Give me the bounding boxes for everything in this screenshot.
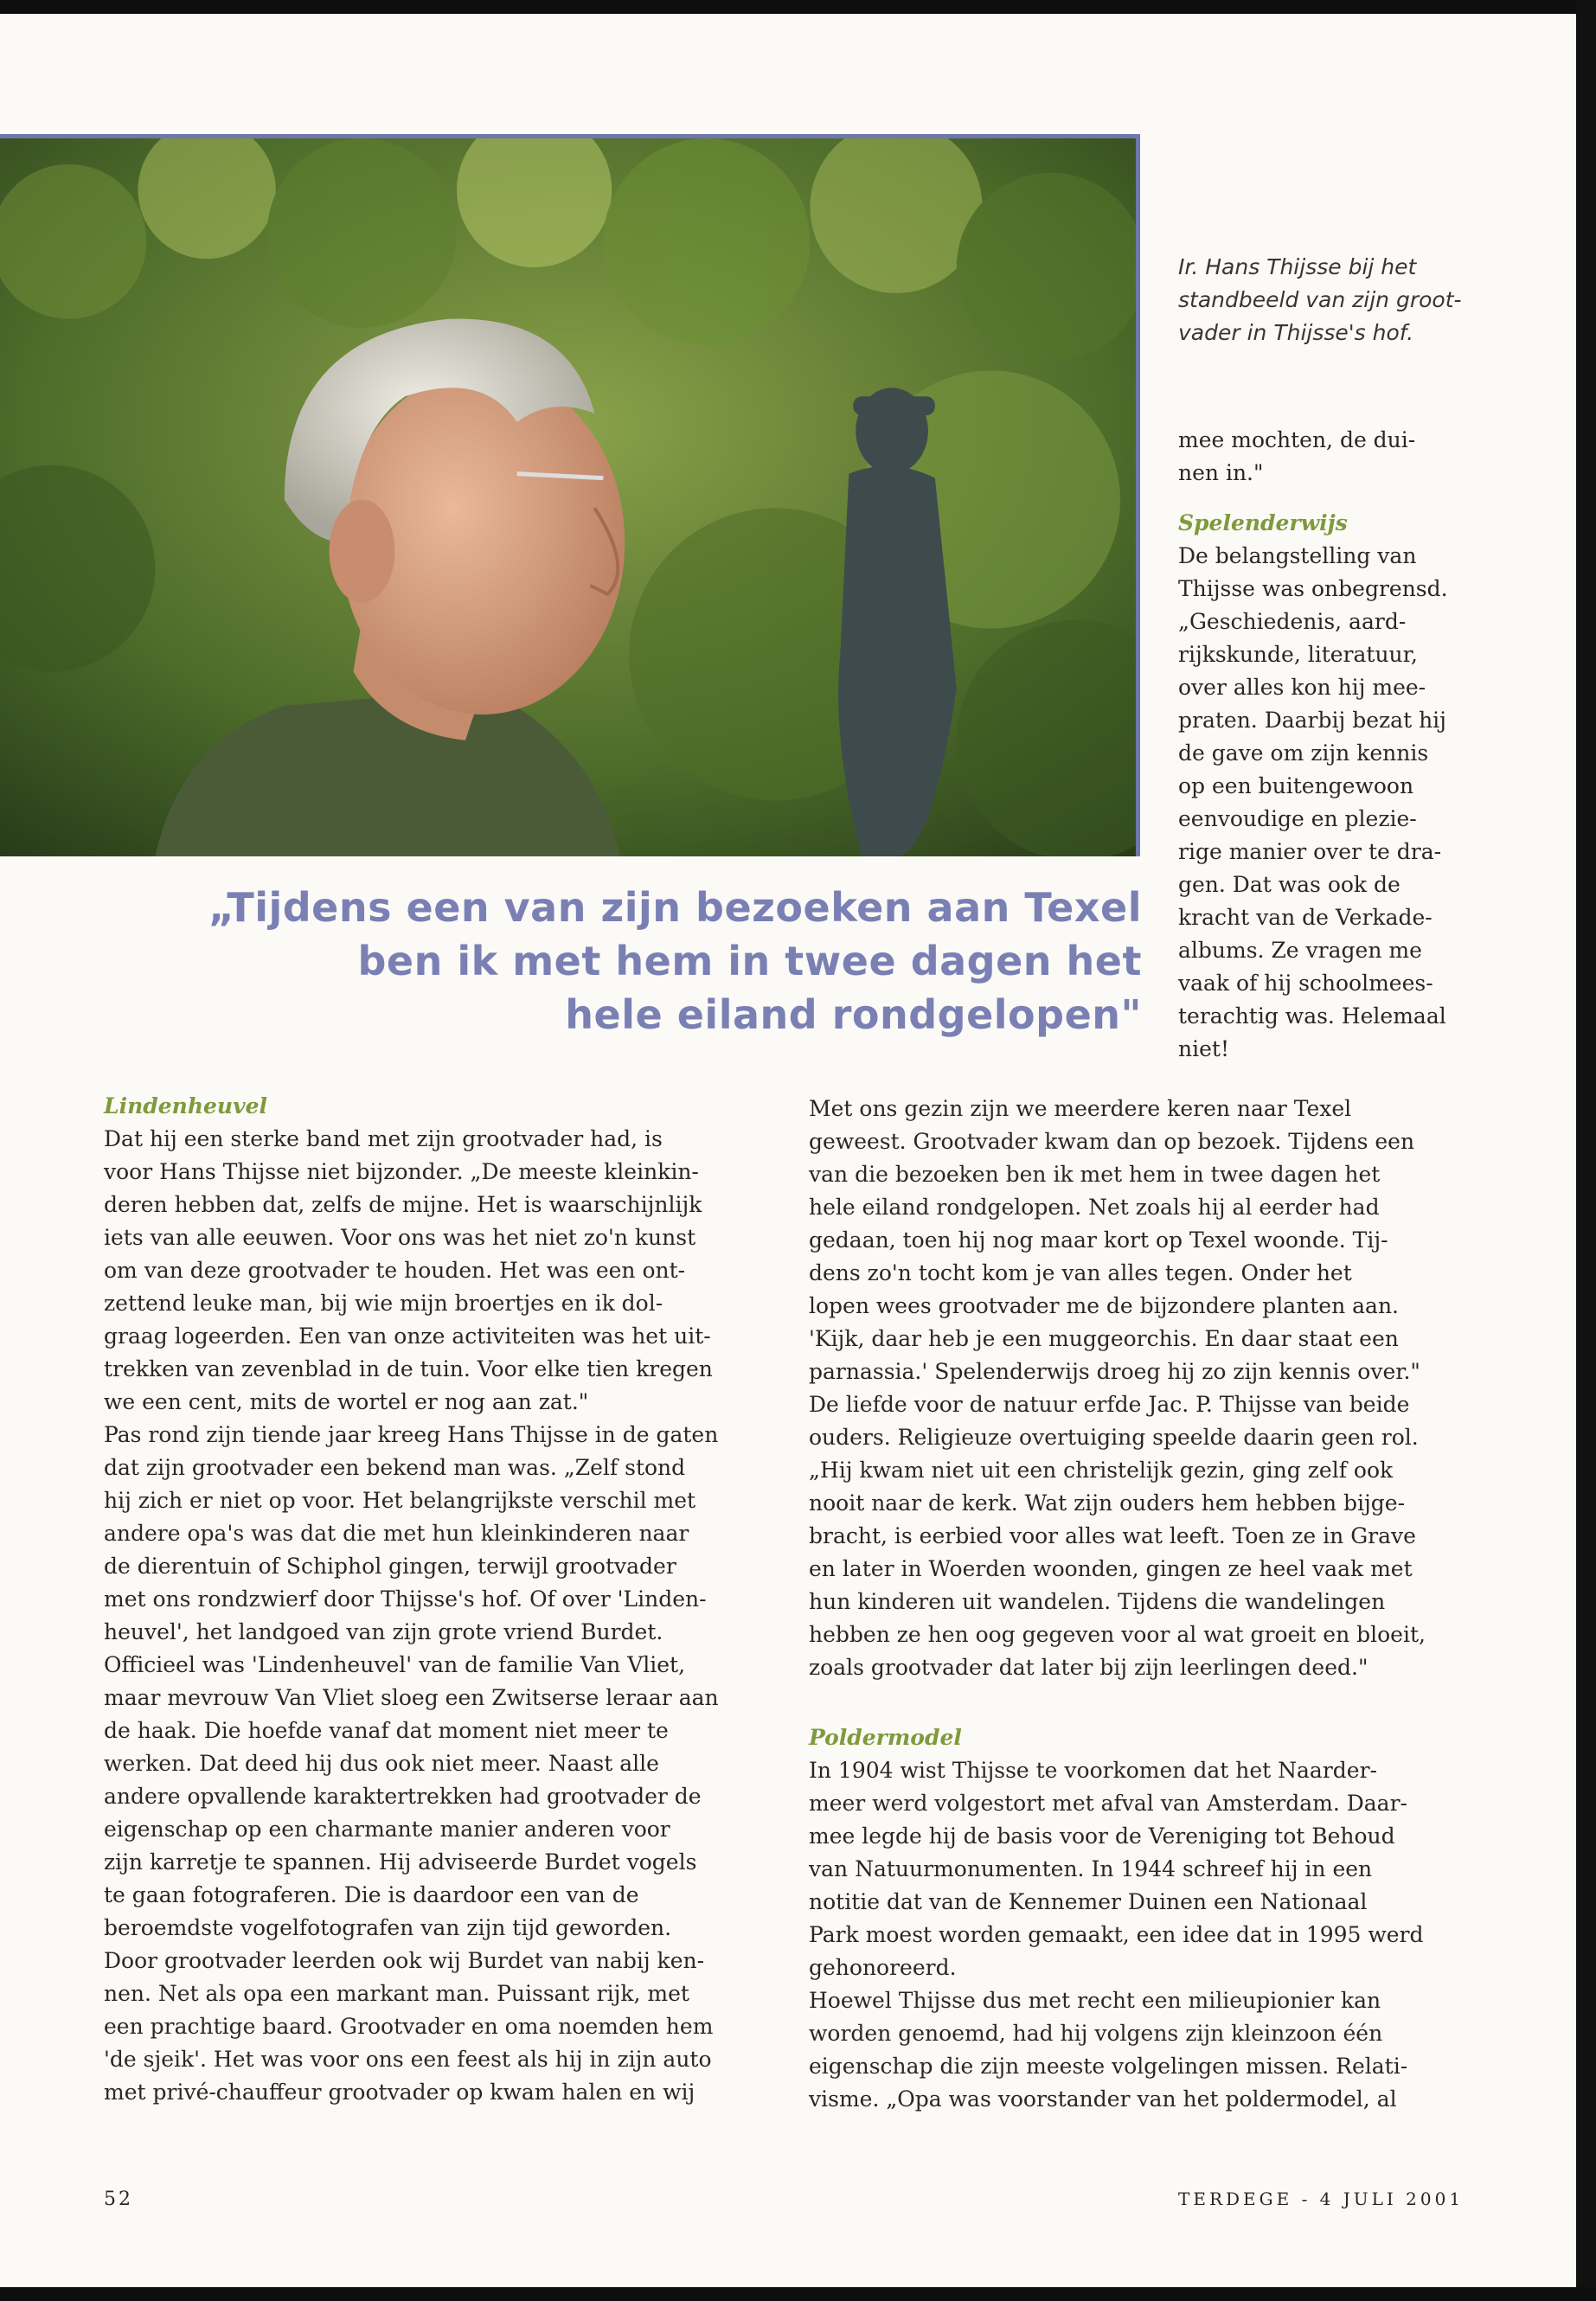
text-line: iets van alle eeuwen. Voor ons was het niet zo'n kunst xyxy=(104,1225,696,1250)
text-line: De belangstelling van xyxy=(1178,543,1417,568)
text-line: beroemdste vogelfotografen van zijn tijd geworden. xyxy=(104,1915,672,1940)
text-line: de haak. Die hoefde vanaf dat moment niet meer te xyxy=(104,1718,669,1743)
text-line: vaak of hij schoolmees- xyxy=(1178,971,1433,996)
text-line: andere opa's was dat die met hun kleinkinderen naar xyxy=(104,1521,689,1546)
text-line: en later in Woerden woonden, gingen ze heel vaak met xyxy=(809,1556,1413,1581)
text-line: nen. Net als opa een markant man. Puissant rijk, met xyxy=(104,1981,689,2006)
pull-quote-line: ben ik met hem in twee dagen het xyxy=(357,938,1142,984)
text-line: 'Kijk, daar heb je een muggeorchis. En daar staat een xyxy=(809,1326,1399,1351)
text-line: gen. Dat was ook de xyxy=(1178,872,1401,897)
text-line: met ons rondzwierf door Thijsse's hof. Of over 'Linden- xyxy=(104,1586,707,1612)
text-line: eigenschap op een charmante manier anderen voor xyxy=(104,1817,670,1842)
text-line: bracht, is eerbied voor alles wat leeft. Toen ze in Grave xyxy=(809,1523,1416,1548)
pull-quote xyxy=(156,881,1142,1042)
right-column-top xyxy=(809,1093,1509,1684)
text-line: hun kinderen uit wandelen. Tijdens die wandelingen xyxy=(809,1589,1386,1614)
text-line: deren hebben dat, zelfs de mijne. Het is waarschijnlijk xyxy=(104,1192,702,1217)
text-line: te gaan fotograferen. Die is daardoor een van de xyxy=(104,1882,639,1907)
text-line: andere opvallende karaktertrekken had grootvader de xyxy=(104,1784,702,1809)
text-line: praten. Daarbij bezat hij xyxy=(1178,708,1446,733)
text-line: eigenschap die zijn meeste volgelingen missen. Relati- xyxy=(809,2054,1408,2079)
text-line: ouders. Religieuze overtuiging speelde daarin geen rol. xyxy=(809,1425,1419,1450)
page-number: 52 xyxy=(104,2189,133,2210)
text-line: graag logeerden. Een van onze activiteiten was het uit- xyxy=(104,1324,711,1349)
caption-line: vader in Thijsse's hof. xyxy=(1178,320,1414,345)
text-line: rige manier over te dra- xyxy=(1178,839,1442,864)
text-line: 'de sjeik'. Het was voor ons een feest als hij in zijn auto xyxy=(104,2047,712,2072)
article-photo xyxy=(0,134,1140,856)
text-line: dat zijn grootvader een bekend man was. „Zelf stond xyxy=(104,1455,686,1480)
text-line: nen in." xyxy=(1178,460,1264,485)
text-line: heuvel', het landgoed van zijn grote vriend Burdet. xyxy=(104,1619,663,1644)
text-line: zijn karretje te spannen. Hij adviseerde Burdet vogels xyxy=(104,1849,697,1875)
text-line: zoals grootvader dat later bij zijn leerlingen deed." xyxy=(809,1655,1368,1680)
text-line: lopen wees grootvader me de bijzondere planten aan. xyxy=(809,1293,1399,1318)
text-line: rijkskunde, literatuur, xyxy=(1178,642,1418,667)
text-line: Hoewel Thijsse dus met recht een milieupionier kan xyxy=(809,1988,1381,2013)
text-line: De liefde voor de natuur erfde Jac. P. Thijsse van beide xyxy=(809,1392,1410,1417)
text-line: zettend leuke man, bij wie mijn broertjes en ik dol- xyxy=(104,1291,663,1316)
text-line: een prachtige baard. Grootvader en oma noemden hem xyxy=(104,2014,714,2039)
text-line: van Natuurmonumenten. In 1944 schreef hij in een xyxy=(809,1856,1373,1881)
text-line: „Geschiedenis, aard- xyxy=(1178,609,1407,634)
text-line: hij zich er niet op voor. Het belangrijkste verschil met xyxy=(104,1488,696,1513)
text-line: niet! xyxy=(1178,1036,1229,1061)
text-line: albums. Ze vragen me xyxy=(1178,938,1422,963)
right-column-bottom xyxy=(809,1721,1509,2116)
pull-quote-line: „Tijdens een van zijn bezoeken aan Texel xyxy=(208,884,1142,931)
text-line: mee mochten, de dui- xyxy=(1178,427,1416,452)
photo-caption xyxy=(1178,251,1507,349)
text-line: mee legde hij de basis voor de Vereniging tot Behoud xyxy=(809,1823,1395,1849)
text-line: gedaan, toen hij nog maar kort op Texel woonde. Tij- xyxy=(809,1227,1388,1253)
text-line: de gave om zijn kennis xyxy=(1178,740,1429,766)
magazine-footer: TERDEGE - 4 JULI 2001 xyxy=(1178,2189,1465,2209)
text-line: dens zo'n tocht kom je van alles tegen. Onder het xyxy=(809,1260,1352,1285)
text-line: Officieel was 'Lindenheuvel' van de familie Van Vliet, xyxy=(104,1652,686,1677)
text-line: maar mevrouw Van Vliet sloeg een Zwitserse leraar aan xyxy=(104,1685,719,1710)
text-line: parnassia.' Spelenderwijs droeg hij zo zijn kennis over." xyxy=(809,1359,1420,1384)
text-line: visme. „Opa was voorstander van het poldermodel, al xyxy=(809,2086,1397,2112)
text-line: worden genoemd, had hij volgens zijn kleinzoon één xyxy=(809,2021,1383,2046)
text-line: geweest. Grootvader kwam dan op bezoek. Tijdens een xyxy=(809,1129,1415,1154)
text-line: gehonoreerd. xyxy=(809,1955,957,1980)
page-edge-top xyxy=(0,0,1596,14)
text-line: meer werd volgestort met afval van Amsterdam. Daar- xyxy=(809,1791,1407,1816)
subheading-poldermodel: Poldermodel xyxy=(809,1725,962,1750)
left-column xyxy=(104,1090,779,2109)
text-line: Dat hij een sterke band met zijn grootvader had, is xyxy=(104,1126,663,1151)
subheading-spelenderwijs: Spelenderwijs xyxy=(1178,510,1348,535)
text-line: werken. Dat deed hij dus ook niet meer. Naast alle xyxy=(104,1751,659,1776)
text-line: „Hij kwam niet uit een christelijk gezin, ging zelf ook xyxy=(809,1458,1394,1483)
text-line: Pas rond zijn tiende jaar kreeg Hans Thijsse in de gaten xyxy=(104,1422,719,1447)
text-line: met privé-chauffeur grootvader op kwam halen en wij xyxy=(104,2080,695,2105)
text-line: hebben ze hen oog gegeven voor al wat groeit en bloeit, xyxy=(809,1622,1426,1647)
text-line: eenvoudige en plezie- xyxy=(1178,806,1417,831)
text-line: trekken van zevenblad in de tuin. Voor elke tien kregen xyxy=(104,1356,713,1381)
text-line: Met ons gezin zijn we meerdere keren naar Texel xyxy=(809,1096,1352,1121)
text-line: Park moest worden gemaakt, een idee dat in 1995 werd xyxy=(809,1922,1424,1947)
caption-line: Ir. Hans Thijsse bij het xyxy=(1178,254,1417,279)
text-line: de dierentuin of Schiphol gingen, terwijl grootvader xyxy=(104,1554,676,1579)
text-line: we een cent, mits de wortel er nog aan zat." xyxy=(104,1389,589,1414)
narrow-column xyxy=(1178,424,1490,1066)
text-line: om van deze grootvader te houden. Het was een ont- xyxy=(104,1258,686,1283)
text-line: nooit naar de kerk. Wat zijn ouders hem hebben bijge- xyxy=(809,1490,1406,1516)
text-line: Door grootvader leerden ook wij Burdet van nabij ken- xyxy=(104,1948,705,1973)
text-line: terachtig was. Helemaal xyxy=(1178,1003,1446,1029)
text-line: op een buitengewoon xyxy=(1178,773,1414,798)
text-line: hele eiland rondgelopen. Net zoals hij al eerder had xyxy=(809,1195,1380,1220)
text-line: notitie dat van de Kennemer Duinen een Nationaal xyxy=(809,1889,1368,1914)
text-line: voor Hans Thijsse niet bijzonder. „De meeste kleinkin- xyxy=(104,1159,699,1184)
page-edge-bottom xyxy=(0,2287,1596,2301)
text-line: kracht van de Verkade- xyxy=(1178,905,1433,930)
text-line: In 1904 wist Thijsse te voorkomen dat het Naarder- xyxy=(809,1758,1377,1783)
caption-line: standbeeld van zijn groot- xyxy=(1178,287,1462,312)
subheading-lindenheuvel: Lindenheuvel xyxy=(104,1093,268,1118)
text-line: van die bezoeken ben ik met hem in twee dagen het xyxy=(809,1162,1381,1187)
photo-illustration xyxy=(0,138,1136,856)
pull-quote-line: hele eiland rondgelopen" xyxy=(565,991,1142,1038)
page-edge-right xyxy=(1576,0,1596,2301)
text-line: over alles kon hij mee- xyxy=(1178,675,1426,700)
text-line: Thijsse was onbegrensd. xyxy=(1178,576,1448,601)
